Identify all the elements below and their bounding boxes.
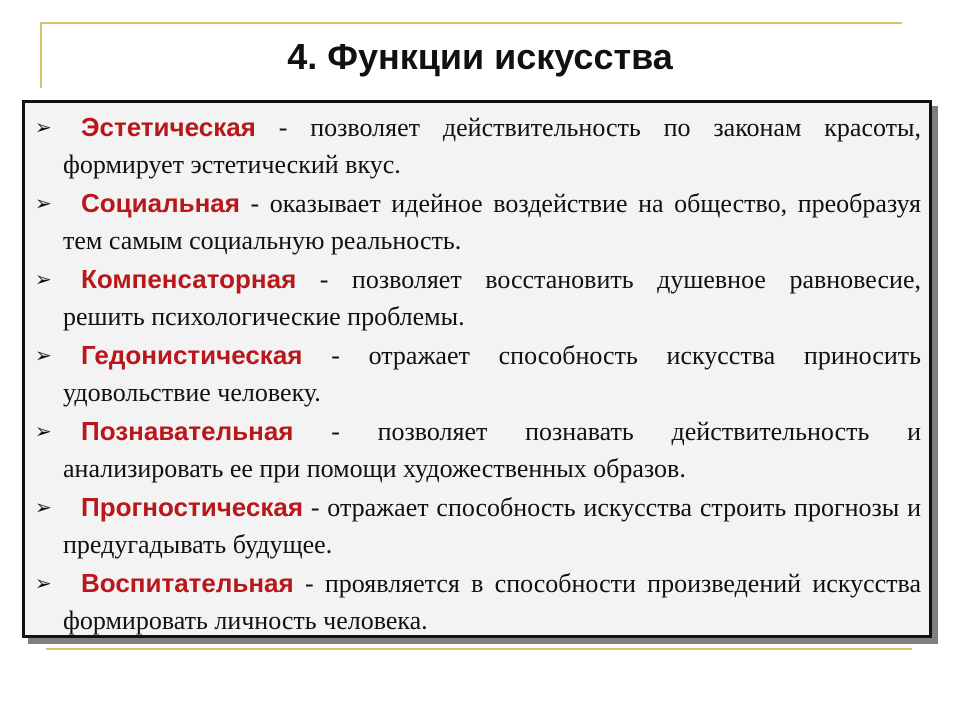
function-description: - отражает способность искусства приносить удовольствие человеку.: [63, 341, 921, 407]
function-term: Компенсаторная: [81, 264, 297, 294]
arrow-bullet-icon: ➢: [35, 115, 52, 139]
arrow-bullet-icon: ➢: [35, 495, 52, 519]
list-item-text: [63, 261, 921, 335]
function-term: Гедонистическая: [81, 340, 303, 370]
arrow-bullet-icon: ➢: [35, 191, 52, 215]
function-term: Эстетическая: [81, 112, 256, 142]
function-term: Прогностическая: [81, 492, 304, 522]
list-item: [35, 413, 921, 487]
list-item-text: [63, 109, 921, 183]
list-item: [35, 261, 921, 335]
top-accent-line: [40, 22, 902, 24]
function-description: - позволяет познавать действительность и анализировать ее при помощи художественных образов.: [63, 417, 921, 483]
function-description: - оказывает идейное воздействие на общество, преобразуя тем самым социальную реальность.: [63, 189, 921, 255]
bottom-accent-line: [46, 648, 912, 650]
list-item: [35, 185, 921, 259]
list-item-text: [63, 413, 921, 487]
list-item-text: [63, 565, 921, 639]
slide-title: 4. Функции искусства: [287, 36, 673, 77]
function-description: - проявляется в способности произведений искусства формировать личность человека.: [63, 569, 921, 635]
arrow-bullet-icon: ➢: [35, 571, 52, 595]
arrow-bullet-icon: ➢: [35, 419, 52, 443]
function-description: - позволяет восстановить душевное равновесие, решить психологические проблемы.: [63, 265, 921, 331]
arrow-bullet-icon: ➢: [35, 343, 52, 367]
list-item: [35, 337, 921, 411]
arrow-bullet-icon: ➢: [35, 267, 52, 291]
function-term: Познавательная: [81, 416, 294, 446]
list-item-text: [63, 489, 921, 563]
list-item: [35, 109, 921, 183]
list-item: [35, 489, 921, 563]
list-item: [35, 565, 921, 639]
function-description: - позволяет действительность по законам красоты, формирует эстетический вкус.: [63, 113, 921, 179]
functions-list-box: [22, 100, 932, 638]
function-description: - отражает способность искусства строить прогнозы и предугадывать будущее.: [63, 493, 921, 559]
list-item-text: [63, 337, 921, 411]
function-term: Воспитательная: [81, 568, 294, 598]
function-term: Социальная: [81, 188, 240, 218]
list-item-text: [63, 185, 921, 259]
